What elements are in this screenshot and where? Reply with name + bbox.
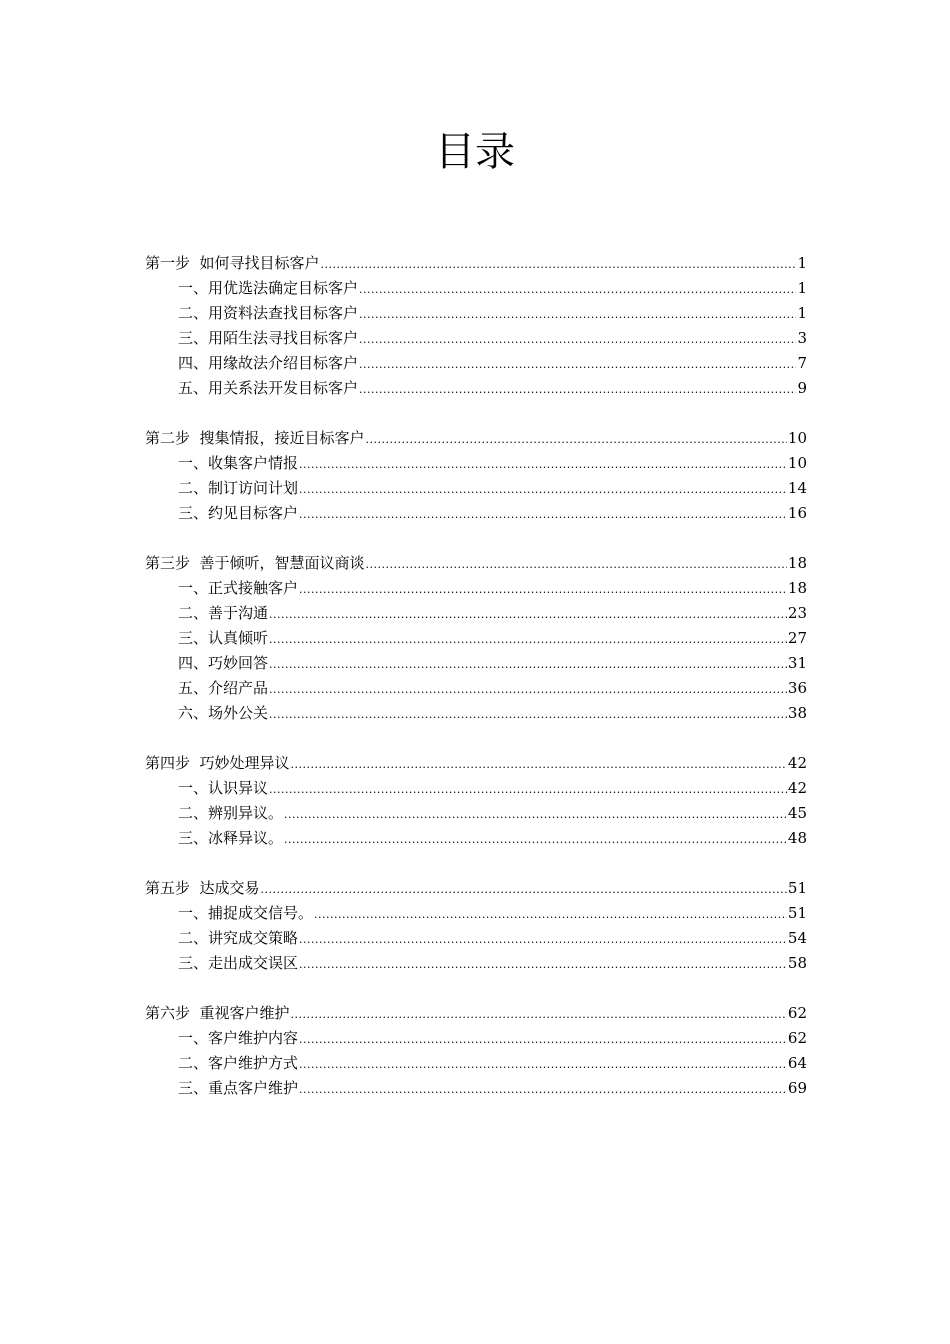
dot-leader — [269, 677, 787, 702]
toc-section — [145, 1001, 807, 1101]
toc-subentry[interactable] — [145, 951, 807, 976]
toc-entry-label: 一、捕捉成交信号。 — [178, 904, 314, 922]
toc-section — [145, 751, 807, 851]
toc-subentry[interactable] — [145, 601, 807, 626]
toc-page-number: 51 — [787, 904, 807, 922]
toc-page-number: 62 — [787, 1029, 807, 1047]
toc-subentry[interactable] — [145, 826, 807, 851]
toc-subentry[interactable] — [145, 276, 807, 301]
toc-entry-label: 三、冰释异议。 — [178, 829, 284, 847]
dot-leader — [314, 902, 787, 927]
toc-subentry[interactable] — [145, 626, 807, 651]
toc-section — [145, 876, 807, 976]
toc-subentry[interactable] — [145, 801, 807, 826]
toc-subentry[interactable] — [145, 1051, 807, 1076]
toc-subentry[interactable] — [145, 476, 807, 501]
toc-subentry[interactable] — [145, 701, 807, 726]
dot-leader — [299, 477, 787, 502]
dot-leader — [261, 877, 787, 902]
toc-subentry[interactable] — [145, 326, 807, 351]
toc-page-number: 3 — [797, 329, 807, 347]
toc-entry-label: 一、客户维护内容 — [178, 1029, 299, 1047]
toc-chapter-entry[interactable] — [145, 426, 807, 451]
dot-leader — [299, 452, 787, 477]
dot-leader — [359, 327, 796, 352]
dot-leader — [359, 377, 796, 402]
toc-entry-label: 第一步 如何寻找目标客户 — [145, 254, 320, 272]
dot-leader — [291, 752, 787, 777]
toc-entry-label: 三、约见目标客户 — [178, 504, 299, 522]
toc-entry-label: 二、客户维护方式 — [178, 1054, 299, 1072]
toc-subentry[interactable] — [145, 651, 807, 676]
toc-subentry[interactable] — [145, 576, 807, 601]
dot-leader — [291, 1002, 787, 1027]
toc-page-number: 1 — [797, 304, 807, 322]
toc-subentry[interactable] — [145, 901, 807, 926]
dot-leader — [299, 1027, 787, 1052]
toc-page-number: 7 — [797, 354, 807, 372]
dot-leader — [299, 502, 787, 527]
dot-leader — [359, 302, 796, 327]
toc-subentry[interactable] — [145, 1026, 807, 1051]
dot-leader — [359, 352, 796, 377]
toc-entry-label: 一、用优选法确定目标客户 — [178, 279, 359, 297]
toc-page-number: 69 — [787, 1079, 807, 1097]
toc-entry-label: 二、用资料法查找目标客户 — [178, 304, 359, 322]
toc-page-number: 16 — [787, 504, 807, 522]
toc-page-number: 58 — [787, 954, 807, 972]
dot-leader — [299, 1077, 787, 1102]
toc-page-number: 64 — [787, 1054, 807, 1072]
toc-entry-label: 二、辨别异议。 — [178, 804, 284, 822]
toc-section — [145, 551, 807, 726]
toc-entry-label: 二、善于沟通 — [178, 604, 269, 622]
toc-page-number: 18 — [787, 554, 807, 572]
dot-leader — [366, 427, 787, 452]
toc-entry-label: 四、用缘故法介绍目标客户 — [178, 354, 359, 372]
toc-entry-label: 一、认识异议 — [178, 779, 269, 797]
dot-leader — [299, 577, 787, 602]
toc-chapter-entry[interactable] — [145, 751, 807, 776]
toc-entry-label: 三、认真倾听 — [178, 629, 269, 647]
toc-section — [145, 251, 807, 401]
toc-page-number: 45 — [787, 804, 807, 822]
toc-chapter-entry[interactable] — [145, 1001, 807, 1026]
toc-subentry[interactable] — [145, 501, 807, 526]
toc-entry-label: 三、走出成交误区 — [178, 954, 299, 972]
dot-leader — [284, 802, 787, 827]
dot-leader — [269, 652, 787, 677]
dot-leader — [269, 627, 787, 652]
toc-entry-label: 一、正式接触客户 — [178, 579, 299, 597]
dot-leader — [269, 702, 787, 727]
toc-page-number: 10 — [787, 429, 807, 447]
toc-entry-label: 一、收集客户情报 — [178, 454, 299, 472]
toc-subentry[interactable] — [145, 301, 807, 326]
toc-entry-label: 第五步 达成交易 — [145, 879, 260, 897]
toc-entry-label: 二、制订访问计划 — [178, 479, 299, 497]
toc-subentry[interactable] — [145, 676, 807, 701]
dot-leader — [359, 277, 796, 302]
toc-page-number: 38 — [787, 704, 807, 722]
toc-page-number: 18 — [787, 579, 807, 597]
toc-page-number: 1 — [797, 279, 807, 297]
dot-leader — [366, 552, 787, 577]
toc-subentry[interactable] — [145, 351, 807, 376]
page-title: 目录 — [435, 129, 515, 175]
toc-section — [145, 426, 807, 526]
dot-leader — [269, 602, 787, 627]
toc-page-number: 27 — [787, 629, 807, 647]
dot-leader — [284, 827, 787, 852]
toc-page-number: 51 — [787, 879, 807, 897]
dot-leader — [269, 777, 787, 802]
dot-leader — [321, 252, 797, 277]
toc-entry-label: 第六步 重视客户维护 — [145, 1004, 290, 1022]
toc-page-number: 1 — [797, 254, 807, 272]
toc-chapter-entry[interactable] — [145, 551, 807, 576]
toc-page-number: 62 — [787, 1004, 807, 1022]
toc-entry-label: 第二步 搜集情报，接近目标客户 — [145, 429, 365, 447]
toc-page-number: 10 — [787, 454, 807, 472]
toc-entry-label: 六、场外公关 — [178, 704, 269, 722]
toc-entry-label: 四、巧妙回答 — [178, 654, 269, 672]
toc-page-number: 23 — [787, 604, 807, 622]
toc-entry-label: 二、讲究成交策略 — [178, 929, 299, 947]
toc-subentry[interactable] — [145, 451, 807, 476]
toc-entry-label: 五、用关系法开发目标客户 — [178, 379, 359, 397]
toc-entry-label: 五、介绍产品 — [178, 679, 269, 697]
table-of-contents — [145, 251, 807, 1126]
toc-page-number: 48 — [787, 829, 807, 847]
toc-page-number: 14 — [787, 479, 807, 497]
toc-chapter-entry[interactable] — [145, 251, 807, 276]
toc-entry-label: 三、用陌生法寻找目标客户 — [178, 329, 359, 347]
toc-chapter-entry[interactable] — [145, 876, 807, 901]
toc-entry-label: 三、重点客户维护 — [178, 1079, 299, 1097]
toc-subentry[interactable] — [145, 776, 807, 801]
toc-subentry[interactable] — [145, 1076, 807, 1101]
toc-page-number: 42 — [787, 779, 807, 797]
toc-page-number: 54 — [787, 929, 807, 947]
toc-subentry[interactable] — [145, 926, 807, 951]
toc-page-number: 36 — [787, 679, 807, 697]
toc-entry-label: 第三步 善于倾听，智慧面议商谈 — [145, 554, 365, 572]
toc-page-number: 42 — [787, 754, 807, 772]
toc-page-number: 31 — [787, 654, 807, 672]
dot-leader — [299, 927, 787, 952]
toc-page-number: 9 — [797, 379, 807, 397]
dot-leader — [299, 952, 787, 977]
toc-subentry[interactable] — [145, 376, 807, 401]
dot-leader — [299, 1052, 787, 1077]
toc-entry-label: 第四步 巧妙处理异议 — [145, 754, 290, 772]
